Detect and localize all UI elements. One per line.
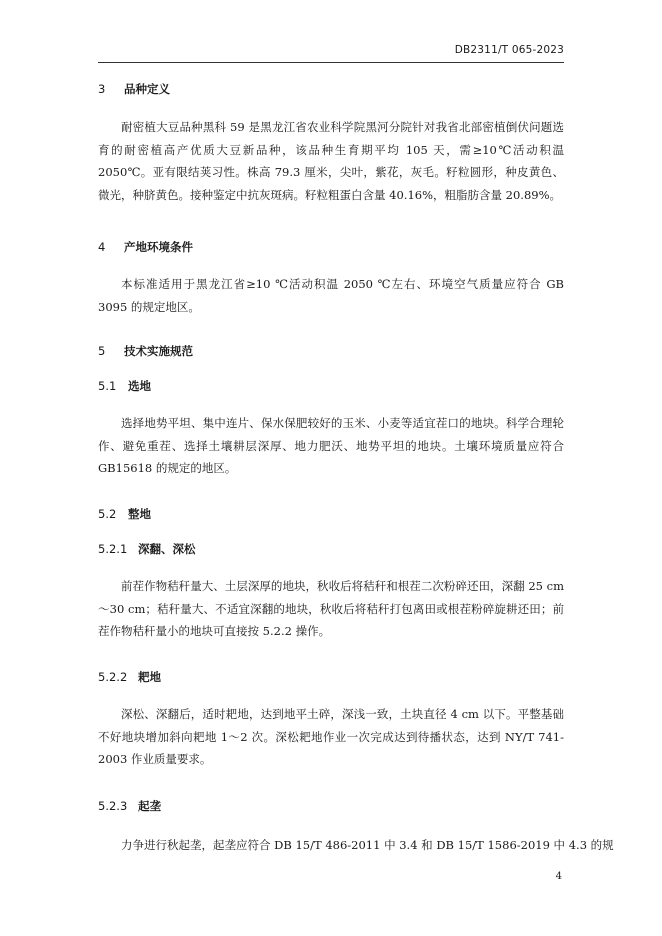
section-number: 5.2.2 [98,670,128,684]
paragraph-ridging: 力争进行秋起垄，起垄应符合 DB 15/T 486-2011 中 3.4 和 DB 15/T 1586-2019 中 4.3 的规 [121,838,614,852]
section-heading-5-2-3 [98,798,161,814]
page-number: 4 [555,871,562,882]
section-title: 起垄 [138,799,161,813]
section-heading-5-2-1 [98,541,196,557]
section-heading-5 [98,343,193,359]
paragraph-site-selection: 选择地势平坦、集中连片、保水保肥较好的玉米、小麦等适宜茬口的地块。科学合理轮作、避免重茬、选择土壤耕层深厚、地力肥沃、地势平坦的地块。土壤环境质量应符合 GB15618 的规定的地区。 [98,416,564,475]
section-title: 品种定义 [124,82,170,96]
section-number: 5.2.3 [98,799,128,813]
section-title: 整地 [128,507,151,521]
section-title: 技术实施规范 [124,344,193,358]
document-id-header: DB2311/T 065-2023 [454,44,564,56]
paragraph-environment: 本标准适用于黑龙江省≥10 ℃活动积温 2050 ℃左右、环境空气质量应符合 GB 3095 的规定地区。 [98,277,564,314]
header-rule [98,62,564,63]
section-heading-5-2-2 [98,669,161,685]
section-number: 3 [98,82,106,96]
section-number: 5.2 [98,507,117,521]
section-heading-5-2 [98,506,151,522]
section-heading-5-1 [98,378,151,394]
section-title: 选地 [128,379,151,393]
section-heading-3 [98,81,170,97]
section-number: 5.2.1 [98,542,128,556]
paragraph-deep-plowing: 前茬作物秸秆量大、土层深厚的地块，秋收后将秸秆和根茬二次粉碎还田，深翻 25 cm～30 cm；秸秆量大、不适宜深翻的地块，秋收后将秸秆打包离田或根茬粉碎旋耕还田；前茬作物秸秆量小的地块可直接按 5.2.2 操作。 [98,579,564,638]
section-number: 5.1 [98,379,117,393]
section-number: 5 [98,344,106,358]
section-title: 产地环境条件 [124,240,193,254]
section-title: 深翻、深松 [138,542,196,556]
section-title: 耙地 [138,670,161,684]
paragraph-variety-definition: 耐密植大豆品种黑科 59 是黑龙江省农业科学院黑河分院针对我省北部密植倒伏问题选育的耐密植高产优质大豆新品种，该品种生育期平均 105 天，需≥10℃活动积温 2050℃。亚有限结荚习性。株高 79.3 厘米，尖叶，紫花，灰毛。籽粒圆形，种皮黄色、微光，种脐黄色。接种鉴定中抗灰斑病。籽粒粗蛋白含量 40.16%，粗脂肪含量 20.89%。 [98,120,564,202]
paragraph-harrowing: 深松、深翻后，适时耙地，达到地平土碎，深浅一致，土块直径 4 cm 以下。平整基础不好地块增加斜向耙地 1～2 次。深松耙地作业一次完成达到待播状态，达到 NY/T 741-2003 作业质量要求。 [98,707,564,766]
section-number: 4 [98,240,106,254]
section-heading-4 [98,239,193,255]
